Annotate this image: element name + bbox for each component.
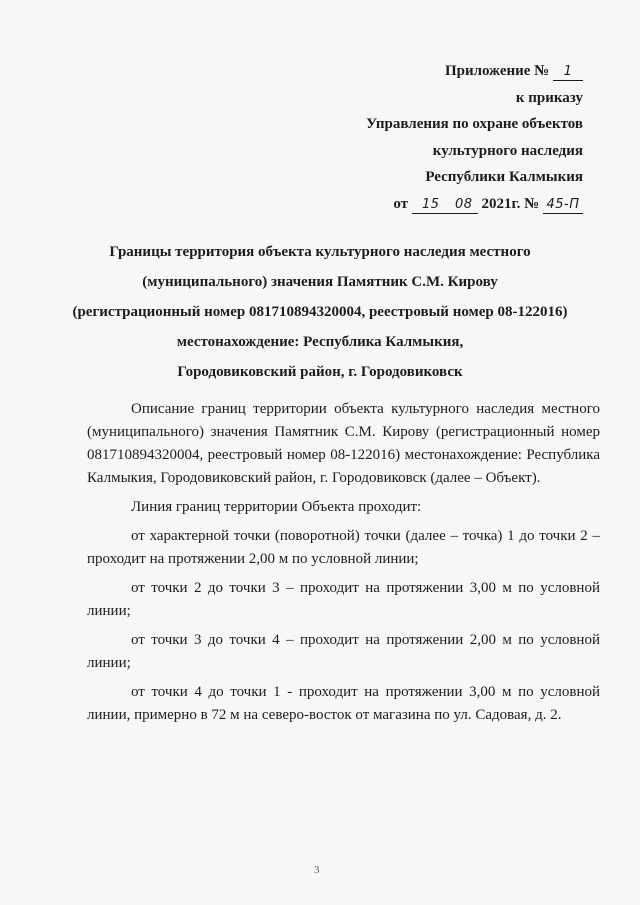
boundary-segment-3-4: от точки 3 до точки 4 – проходит на протяжении 2,00 м по условной линии; xyxy=(87,632,600,671)
page-number: 3 xyxy=(314,864,320,876)
boundary-intro: Линия границ территории Объекта проходит: xyxy=(131,499,422,515)
title-line-2: (муниципального) значения Памятник С.М. Кирову xyxy=(142,274,498,290)
appendix-number-handwritten: 1 xyxy=(553,64,583,81)
title-line-5: Городовиковский район, г. Городовиковск xyxy=(177,364,463,380)
order-date-line xyxy=(366,191,583,218)
document-title xyxy=(60,237,580,387)
title-line-4: местонахождение: Республика Калмыкия, xyxy=(176,334,464,350)
number-sign: № xyxy=(524,195,540,212)
title-line-1: Границы территория объекта культурного наследия местного xyxy=(109,244,531,260)
description-paragraph: Описание границ территории объекта культурного наследия местного (муниципального) значения Памятник С.М. Кирову (регистрационный номер 081710894320004, реестровый номер 08-122016) местонахождение: Республика Калмыкия, Городовиковский район, г. Городовиковск (далее – Объект). xyxy=(87,401,600,486)
boundary-segment-1-2: от характерной точки (поворотной) точки (далее – точка) 1 до точки 2 – проходит на протяжении 2,00 м по условной линии; xyxy=(87,528,600,567)
boundary-segment-2-3: от точки 2 до точки 3 – проходит на протяжении 3,00 м по условной линии; xyxy=(87,580,600,619)
date-year: 2021г. xyxy=(481,195,521,212)
appendix-number-line xyxy=(366,58,583,85)
order-number-handwritten: 45-П xyxy=(543,197,583,214)
authority-line-1: Управления по охране объектов xyxy=(366,116,583,132)
authority-line-2: культурного наследия xyxy=(432,142,583,159)
order-ref-line: к приказу xyxy=(515,89,583,106)
authority-line-3: Республики Калмыкия xyxy=(425,169,583,185)
appendix-label: Приложение № xyxy=(444,63,550,79)
appendix-header xyxy=(366,58,583,217)
date-day-handwritten: 15 xyxy=(412,197,450,214)
document-body xyxy=(87,398,600,727)
date-prefix: от xyxy=(393,195,409,212)
date-month-handwritten: 08 xyxy=(450,197,478,214)
boundary-segment-4-1: от точки 4 до точки 1 - проходит на протяжении 3,00 м по условной линии, примерно в 72 м на северо-восток от магазина по ул. Садовая, д. 2. xyxy=(87,684,600,723)
title-line-3: (регистрационный номер 081710894320004, реестровый номер 08-122016) xyxy=(72,304,568,320)
